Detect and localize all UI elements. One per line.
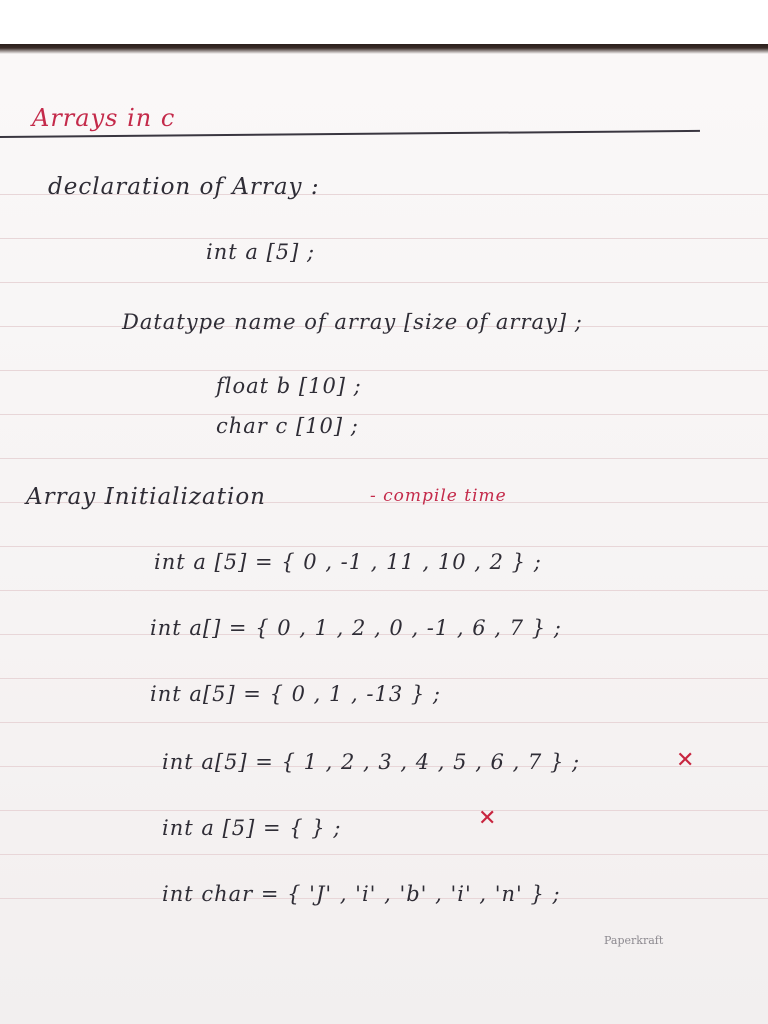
declaration-example: int a [5] ; — [206, 240, 316, 264]
example-line: int a[] = { 0 , 1 , 2 , 0 , -1 , 6 , 7 } ; — [150, 616, 562, 640]
float-example: float b [10] ; — [216, 374, 362, 398]
notebook-page — [0, 44, 768, 1024]
background-top — [0, 0, 768, 44]
ruled-line — [0, 810, 768, 811]
example-line: int a [5] = { 0 , -1 , 11 , 10 , 2 } ; — [154, 550, 542, 574]
page-top-edge — [0, 44, 768, 54]
example-line: int a [5] = { } ; — [162, 816, 342, 840]
ruled-line — [0, 370, 768, 371]
char-example: char c [10] ; — [216, 414, 359, 438]
invalid-mark: ✕ — [478, 806, 497, 831]
ruled-line — [0, 854, 768, 855]
page-title: Arrays in c — [32, 104, 176, 132]
ruled-line — [0, 590, 768, 591]
initialization-heading: Array Initialization — [26, 484, 266, 510]
invalid-mark: ✕ — [676, 748, 695, 773]
ruled-line — [0, 546, 768, 547]
example-line: int a[5] = { 1 , 2 , 3 , 4 , 5 , 6 , 7 } ; — [162, 750, 581, 774]
ruled-line — [0, 722, 768, 723]
example-line: int a[5] = { 0 , 1 , -13 } ; — [150, 682, 441, 706]
ruled-line — [0, 238, 768, 239]
ruled-line — [0, 458, 768, 459]
ruled-line — [0, 414, 768, 415]
brand-label: Paperkraft — [604, 934, 664, 947]
declaration-heading: declaration of Array : — [48, 174, 320, 200]
ruled-line — [0, 678, 768, 679]
ruled-line — [0, 282, 768, 283]
syntax-line: Datatype name of array [size of array] ; — [122, 310, 583, 334]
example-line: int char = { 'J' , 'i' , 'b' , 'i' , 'n' } ; — [162, 882, 561, 906]
initialization-note: - compile time — [370, 486, 507, 506]
